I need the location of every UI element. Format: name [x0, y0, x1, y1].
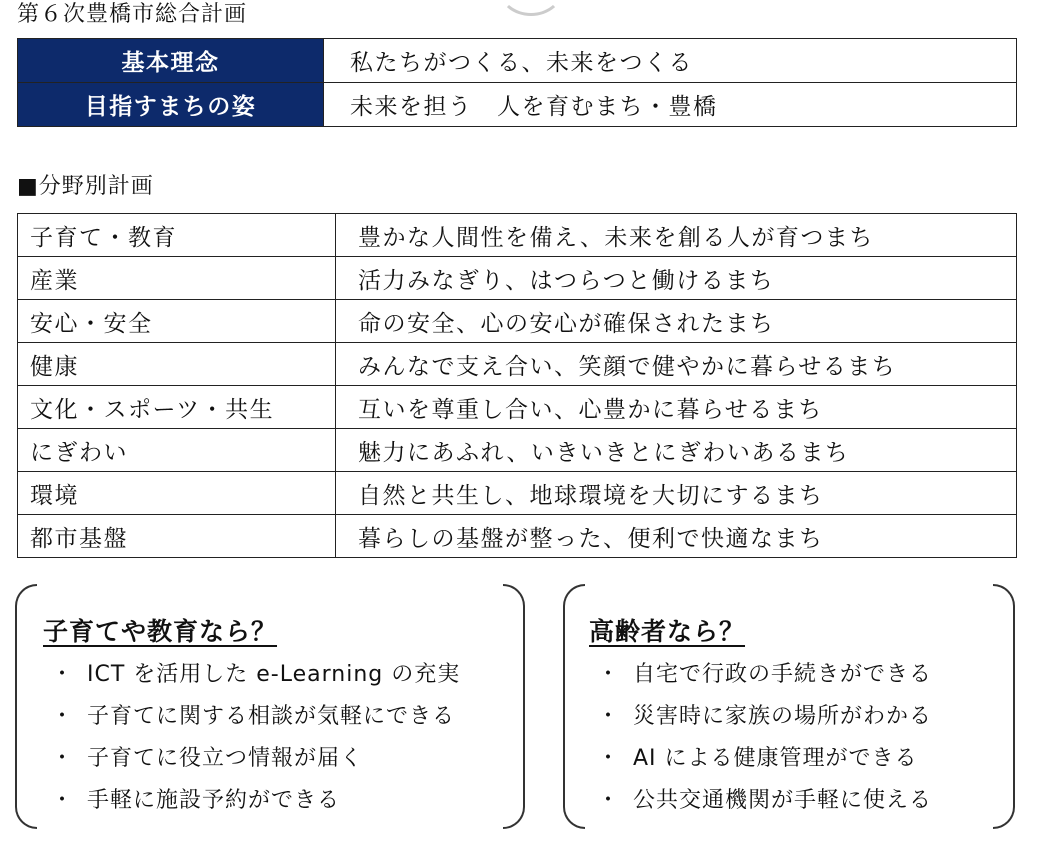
- field-goal: 豊かな人間性を備え、未来を創る人が育つまち: [336, 214, 1017, 257]
- field-goal: 魅力にあふれ、いきいきとにぎわいあるまち: [336, 429, 1017, 472]
- left-bracket: [15, 584, 37, 829]
- list-item-text: 災害時に家族の場所がわかる: [633, 704, 933, 729]
- decorative-arc: [498, 0, 564, 16]
- table-row: [18, 386, 1017, 429]
- list-item-text: ICT を活用した e-Learning の充実: [87, 662, 461, 687]
- field-category: にぎわい: [18, 429, 336, 472]
- field-goal: 暮らしの基盤が整った、便利で快適なまち: [336, 515, 1017, 558]
- vision-value: 未来を担う 人を育むまち・豊橋: [324, 83, 1017, 127]
- table-row: [18, 214, 1017, 257]
- field-category: 安心・安全: [18, 300, 336, 343]
- list-item: [51, 780, 460, 822]
- field-category: 健康: [18, 343, 336, 386]
- list-item-text: 子育てに役立つ情報が届く: [87, 746, 364, 771]
- field-goal: 互いを尊重し合い、心豊かに暮らせるまち: [336, 386, 1017, 429]
- bullet-icon: ・: [51, 746, 75, 771]
- vision-table: [17, 38, 1017, 127]
- section-heading-fields: ■分野別計画: [17, 174, 154, 199]
- vision-key: 目指すまちの姿: [18, 83, 324, 127]
- table-row: [18, 257, 1017, 300]
- right-bracket: [993, 584, 1015, 829]
- page-title: 第６次豊橋市総合計画: [17, 2, 248, 27]
- education-example-box: [15, 584, 525, 829]
- vision-row-philosophy: [18, 39, 1017, 83]
- list-item: [597, 780, 932, 822]
- bullet-icon: ・: [597, 704, 621, 729]
- field-category: 都市基盤: [18, 515, 336, 558]
- vision-value: 私たちがつくる、未来をつくる: [324, 39, 1017, 83]
- table-row: [18, 343, 1017, 386]
- elderly-list: [597, 654, 932, 822]
- bullet-icon: ・: [51, 704, 75, 729]
- bullet-icon: ・: [597, 746, 621, 771]
- field-category: 文化・スポーツ・共生: [18, 386, 336, 429]
- field-goal: みんなで支え合い、笑顔で健やかに暮らせるまち: [336, 343, 1017, 386]
- bullet-icon: ・: [597, 788, 621, 813]
- bullet-icon: ・: [51, 788, 75, 813]
- field-goal: 自然と共生し、地球環境を大切にするまち: [336, 472, 1017, 515]
- education-box-title: 子育てや教育なら？: [43, 617, 278, 646]
- list-item: [51, 738, 460, 780]
- bullet-icon: ・: [597, 662, 621, 687]
- list-item: [597, 654, 932, 696]
- education-list: [51, 654, 460, 822]
- table-row: [18, 472, 1017, 515]
- left-bracket: [563, 584, 585, 829]
- list-item-text: 手軽に施設予約ができる: [87, 788, 341, 813]
- field-goal: 命の安全、心の安心が確保されたまち: [336, 300, 1017, 343]
- list-item: [597, 738, 932, 780]
- table-row: [18, 300, 1017, 343]
- bullet-icon: ・: [51, 662, 75, 687]
- table-row: [18, 515, 1017, 558]
- elderly-box-title: 高齢者なら？: [589, 617, 746, 646]
- field-category: 環境: [18, 472, 336, 515]
- right-bracket: [503, 584, 525, 829]
- list-item-text: AI による健康管理ができる: [633, 746, 918, 771]
- field-goal: 活力みなぎり、はつらつと働けるまち: [336, 257, 1017, 300]
- list-item: [51, 654, 460, 696]
- field-category: 子育て・教育: [18, 214, 336, 257]
- field-category: 産業: [18, 257, 336, 300]
- list-item: [51, 696, 460, 738]
- elderly-example-box: [563, 584, 1015, 829]
- vision-key: 基本理念: [18, 39, 324, 83]
- table-row: [18, 429, 1017, 472]
- list-item-text: 子育てに関する相談が気軽にできる: [87, 704, 456, 729]
- list-item-text: 公共交通機関が手軽に使える: [633, 788, 933, 813]
- field-plan-table: [17, 213, 1017, 558]
- list-item-text: 自宅で行政の手続きができる: [633, 662, 933, 687]
- vision-row-goal-city: [18, 83, 1017, 127]
- list-item: [597, 696, 932, 738]
